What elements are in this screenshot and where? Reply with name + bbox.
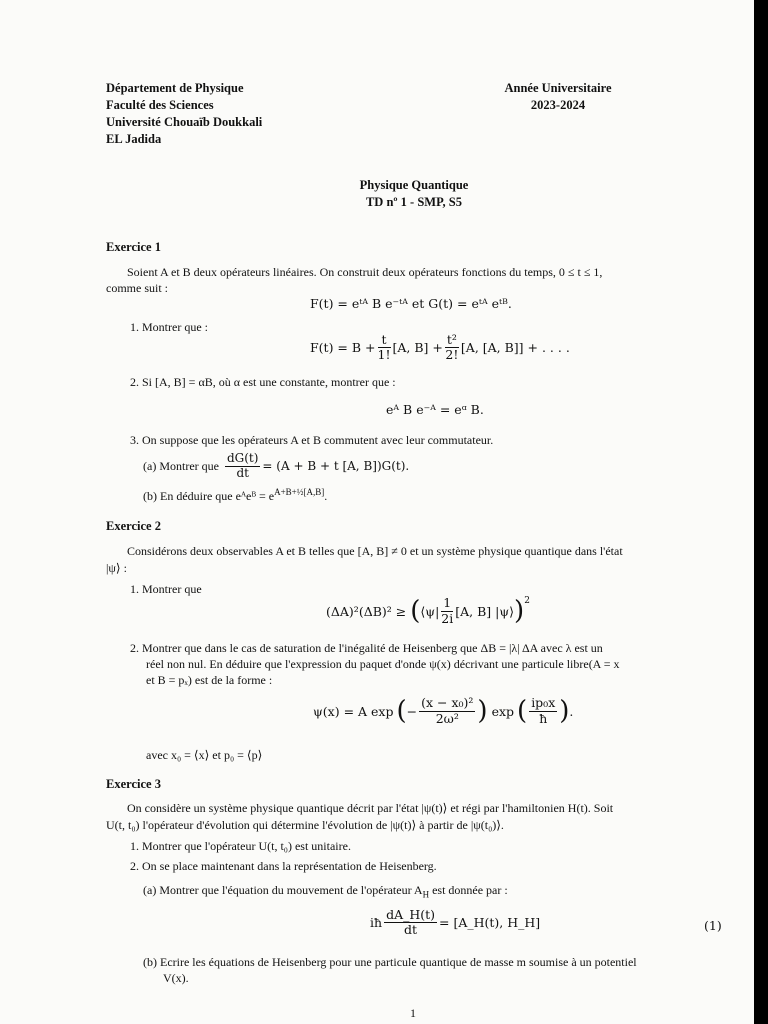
fraction — [225, 452, 260, 481]
exercise-1-question-1-equation — [310, 333, 570, 363]
heisenberg-equation — [370, 908, 540, 938]
exercise-1-question-3a — [143, 452, 409, 481]
right-paren: ) — [559, 696, 570, 726]
fraction — [419, 696, 475, 726]
fraction — [384, 908, 437, 938]
document-title — [300, 177, 528, 211]
bra: ⟨ψ| — [420, 603, 440, 619]
minus-sign: − — [406, 703, 418, 719]
commutator-ket: [A, B] |ψ⟩ — [455, 603, 515, 619]
eq-part: iħ — [370, 915, 383, 931]
exponent: 2 — [524, 596, 530, 606]
exercise-2-intro-line-1: Considérons deux observables A et B telles que [A, B] ≠ 0 et un système physique quantique dans l'état — [127, 544, 623, 558]
fraction-denominator: dt — [236, 465, 249, 480]
question-label: (a) Montrer que — [143, 458, 219, 473]
fraction-denominator: 2i — [441, 610, 454, 626]
fraction-numerator: (x − x₀)² — [421, 695, 474, 711]
exercise-2-avec-line: avec x₀ = ⟨x⟩ et p₀ = ⟨p⟩ — [146, 748, 263, 762]
question-text: (a) Montrer que l'équation du mouvement de l'opérateur A — [143, 883, 423, 897]
fraction-denominator: 1! — [377, 347, 391, 363]
exercise-3-question-2a — [143, 883, 508, 899]
exercise-1-title: Exercice 1 — [106, 240, 161, 254]
fraction-numerator: ip₀x — [531, 695, 556, 711]
exercise-1-intro-line-1: Soient A et B deux opérateurs linéaires. On construit deux opérateurs fonctions du temps, 0 ≤ t ≤ 1, — [127, 265, 603, 279]
left-paren: ( — [517, 696, 528, 726]
city-line: EL Jadida — [106, 132, 162, 146]
eq-part: (ΔA)²(ΔB)² ≥ — [326, 603, 407, 619]
exercise-2-question-2-line-3: et B = pₓ) est de la forme : — [146, 673, 273, 687]
right-paren: ) — [514, 596, 525, 626]
exercise-2-question-1: 1. Montrer que — [130, 582, 202, 596]
left-paren: ( — [396, 696, 407, 726]
right-paren: ) — [477, 696, 488, 726]
left-paren: ( — [410, 596, 421, 626]
eq-part: [A, [A, B]] + . . . . — [460, 340, 570, 356]
exercise-1-definition-equation: F(t) = eᵗᴬ B e⁻ᵗᴬ et G(t) = eᵗᴬ eᵗᴮ. — [310, 296, 512, 311]
fraction-numerator: t² — [446, 332, 457, 347]
course-title: Physique Quantique — [359, 178, 469, 192]
fraction — [441, 596, 453, 626]
period: . — [569, 703, 574, 719]
exercise-2-intro-line-2: |ψ⟩ : — [106, 561, 127, 575]
exercise-1-question-2-equation: eᴬ B e⁻ᴬ = eᵅ B. — [386, 402, 484, 417]
academic-year-label: Année Universitaire — [504, 81, 612, 95]
faculty-line: Faculté des Sciences — [106, 98, 214, 112]
fraction-denominator: dt — [404, 922, 418, 938]
wave-packet-equation — [313, 696, 573, 726]
exercise-2-question-2-line-1: 2. Montrer que dans le cas de saturation de l'inégalité de Heisenberg que ΔB = |λ| ΔA avec λ est un — [130, 641, 603, 655]
exercise-2-question-2-line-2: réel non nul. En déduire que l'expression du paquet d'onde ψ(x) décrivant une particule libre(A = x — [146, 657, 620, 671]
exercise-2-title: Exercice 2 — [106, 519, 161, 533]
academic-year-value: 2023-2024 — [530, 98, 586, 112]
eq-part: ψ(x) = A exp — [313, 703, 394, 719]
fraction — [529, 696, 557, 726]
page-number: 1 — [410, 1006, 416, 1020]
academic-year-block — [492, 80, 624, 114]
fraction-denominator: ħ — [539, 710, 548, 726]
institution-block — [106, 80, 262, 148]
fraction-numerator: dG(t) — [226, 451, 259, 465]
eq-part: = (A + B + t [A, B])G(t). — [262, 459, 410, 474]
fraction — [378, 333, 391, 363]
fraction-numerator: 1 — [443, 595, 452, 611]
uncertainty-inequality — [326, 596, 530, 626]
exercise-1-question-3b — [143, 487, 327, 504]
exercise-1-question-3: 3. On suppose que les opérateurs A et B commutent avec leur commutateur. — [130, 433, 494, 447]
fraction-denominator: 2! — [445, 347, 459, 363]
eq-part: = [A_H(t), H_H] — [439, 915, 541, 931]
fraction — [445, 333, 459, 363]
exercise-1-question-2: 2. Si [A, B] = αB, où α est une constante, montrer que : — [130, 375, 396, 389]
exercise-3-title: Exercice 3 — [106, 777, 161, 791]
exercise-3-question-2: 2. On se place maintenant dans la représentation de Heisenberg. — [130, 859, 437, 873]
exercise-3-question-1: 1. Montrer que l'opérateur U(t, t₀) est unitaire. — [130, 839, 351, 853]
fraction-denominator: 2ω² — [435, 710, 459, 726]
question-text-end: est donnée par : — [429, 883, 508, 897]
td-subtitle: TD nº 1 - SMP, S5 — [365, 195, 463, 209]
fraction-numerator: dA_H(t) — [386, 907, 436, 922]
exercise-3-question-2b-line-1: (b) Ecrire les équations de Heisenberg pour une particule quantique de masse m soumise à un potentiel — [143, 955, 637, 969]
exponent: A+B+½[A,B] — [274, 487, 325, 497]
exercise-1-intro-line-2: comme suit : — [106, 281, 168, 295]
exercise-3-question-2b-line-2: V(x). — [163, 971, 189, 985]
eq-part: F(t) = B + — [310, 340, 376, 356]
period: . — [324, 489, 328, 503]
question-text: (b) En déduire que eᴬeᴮ = e — [143, 489, 275, 503]
equation-number: (1) — [704, 918, 722, 933]
eq-part: exp — [491, 703, 515, 719]
fraction-numerator: t — [378, 333, 391, 348]
exercise-1-question-1: 1. Montrer que : — [130, 320, 208, 334]
department-line: Département de Physique — [106, 81, 244, 95]
exercise-3-intro-line-1: On considère un système physique quantique décrit par l'état |ψ(t)⟩ et régi par l'hamiltonien H(t). Soit — [127, 801, 614, 815]
university-line: Université Chouaïb Doukkali — [106, 115, 263, 129]
eq-part: [A, B] + — [392, 340, 443, 356]
exercise-3-intro-line-2: U(t, t₀) l'opérateur d'évolution qui détermine l'évolution de |ψ(t)⟩ à partir de |ψ(t₀)⟩. — [106, 818, 504, 832]
subscript: H — [422, 889, 430, 900]
